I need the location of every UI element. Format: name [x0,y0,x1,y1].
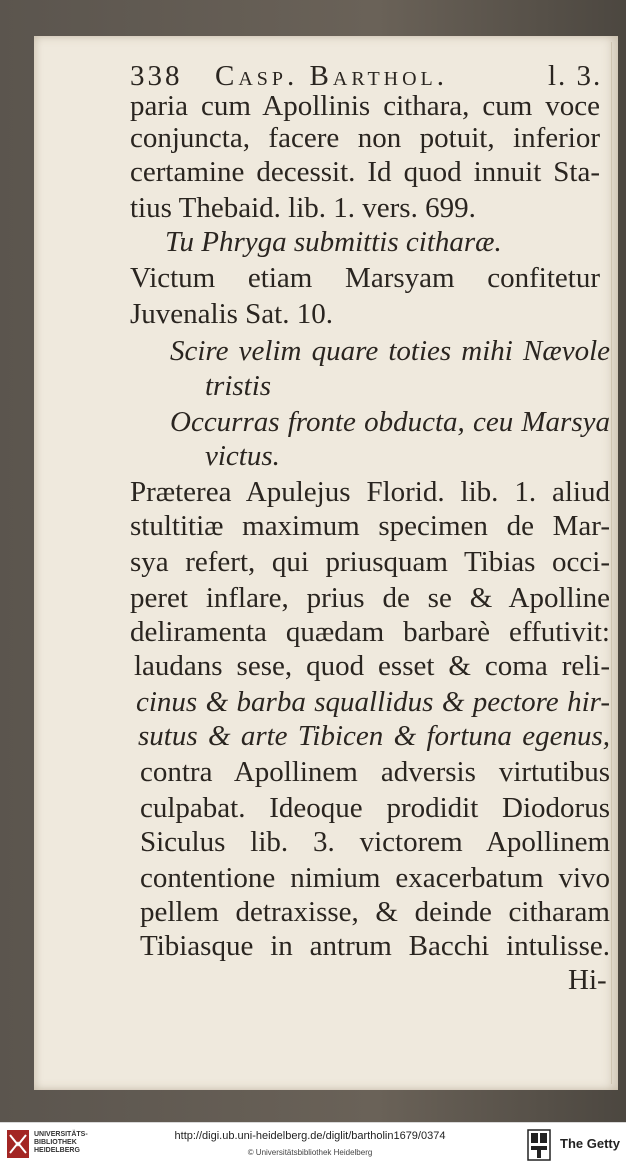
getty-logo-icon [527,1129,551,1161]
text-line: laudans sese, quod esset & coma reli- [134,650,610,682]
verse-line: tristis [205,370,272,402]
text-line: Victum etiam Marsyam confitetur [130,262,600,294]
verse-line: Occurras fronte obducta, ceu Marsya [170,406,610,438]
running-title: Casp. Barthol. [215,60,449,92]
text-line: Tibiasque in antrum Bacchi intulisse. [140,930,610,962]
text-line: stultitiæ maximum specimen de Mar- [130,510,610,542]
text-line: cinus & barba squallidus & pectore hir- [136,686,610,718]
text-line: pellem detraxisse, & deinde citharam [140,896,610,928]
text-line: sya refert, qui priusquam Tibias occi- [130,546,610,578]
text-line: Siculus lib. 3. victorem Apollinem [140,826,610,858]
footer-bar [0,1122,626,1165]
verse-line: victus. [205,440,280,472]
text-line: culpabat. Ideoque prodidit Diodorus [140,792,610,824]
text-line: conjuncta, facere non potuit, inferior [130,122,600,154]
text-line: peret inflare, prius de se & Apolline [130,582,610,614]
text-line: Juvenalis Sat. 10. [130,298,333,330]
chapter-marker: l. 3. [548,60,603,92]
text-line: tius Thebaid. lib. 1. vers. 699. [130,192,476,224]
text-line: sutus & arte Tibicen & fortuna egenus, [138,720,610,752]
text-line: Præterea Apulejus Florid. lib. 1. aliud [130,476,610,508]
text-line: paria cum Apollinis cithara, cum voce [130,90,600,122]
verse-line: Scire velim quare toties mihi Nævole [170,335,610,367]
text-line: deliramenta quædam barbarè effutivit: [130,616,610,648]
verse-line: Tu Phryga submittis citharæ. [165,226,502,258]
text-line: contentione nimium exacerbatum vivo [140,862,610,894]
page-number: 338 [130,60,183,92]
permalink-url[interactable]: http://digi.ub.uni-heidelberg.de/diglit/bartholin1679/0374 [174,1130,446,1142]
library-name: UNIVERSITÄTS- BIBLIOTHEK HEIDELBERG [34,1131,88,1154]
catchword: Hi- [568,964,607,996]
text-line: contra Apollinem adversis virtutibus [140,756,610,788]
copyright-notice: © Universitätsbibliothek Heidelberg [247,1148,373,1157]
university-seal-icon [6,1129,30,1159]
sponsor-name: The Getty [560,1136,620,1151]
text-line: certamine decessit. Id quod innuit Sta- [130,156,600,188]
